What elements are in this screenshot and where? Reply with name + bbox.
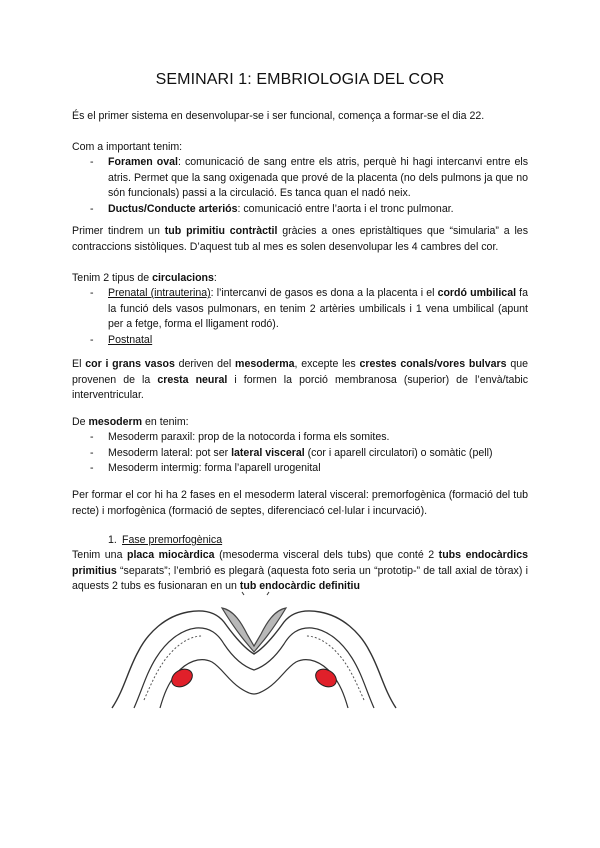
mesoderm-list bbox=[72, 430, 528, 477]
list-item: - Ductus/Conducte arteriós: comunicació entre l’aorta i el tronc pulmonar. bbox=[72, 202, 528, 218]
page-title: SEMINARI 1: EMBRIOLOGIA DEL COR bbox=[155, 71, 445, 88]
phases-paragraph: Per formar el cor hi ha 2 fases en el mesoderm lateral visceral: premorfogènica (formació del tub recte) i morfogènica (formació de septes, diferenciacó cel·lular i incurvació). bbox=[72, 489, 528, 517]
circulations-heading: Tenim 2 tipus de circulacions: bbox=[72, 272, 217, 284]
mesoderm-dotted-line bbox=[144, 636, 202, 700]
embryo-inner-contour bbox=[134, 628, 374, 708]
intro-paragraph: És el primer sistema en desenvolupar-se i ser funcional, comença a formar-se el dia 22. bbox=[72, 110, 485, 122]
right-endocardial-tube bbox=[312, 666, 339, 691]
list-item: - Prenatal (intrauterina): l’intercanvi de gasos es dona a la placenta i el cordó umbilical fa la funció dels vasos pulmonars, en tenim 2 artèries umbilicals i 1 vena umbilical (apunt per a fetge, forma el lligament rodó). bbox=[72, 286, 528, 333]
tube-paragraph: Primer tindrem un tub primitiu contràctil gràcies a ones epristàltiques que “simularia” a les contraccions sistòliques. D’aquest tub al mes es solen desenvolupar les 4 cambres del cor. bbox=[72, 225, 528, 253]
circulations-list bbox=[72, 286, 528, 348]
list-item: - Postnatal bbox=[72, 333, 528, 349]
mesoderm-heading: De mesoderm en tenim: bbox=[72, 416, 189, 428]
section-heading: 1. Fase premorfogènica bbox=[108, 534, 223, 546]
figure-tick bbox=[267, 592, 269, 595]
list-item: - Foramen oval: comunicació de sang entre els atris, perquè hi hagi intercanvi entre els atris. Permet que la sang oxigenada que prové de la placenta (no dels pulmons ja que no són funcionals) passi a la circulació. Es tanca quan el nadó neix. bbox=[72, 155, 528, 202]
list-item: - Mesoderm paraxil: prop de la notocorda i forma els somites. bbox=[72, 430, 528, 446]
premorphogenic-paragraph: Tenim una placa miocàrdica (mesoderma visceral dels tubs) que conté 2 tubs endocàrdics primitius “separats”; l’embrió es plegarà (aquesta foto seria un “prototip-” de tall axial de tòrax) i aquests 2 tubs es fusionaran en un tub endocàrdic definitiu bbox=[72, 549, 528, 593]
important-heading: Com a important tenim: bbox=[72, 141, 183, 153]
left-endocardial-tube bbox=[168, 666, 195, 691]
heart-origin-paragraph: El cor i grans vasos deriven del mesoderma, excepte les crestes conals/vores bulvars que provenen de la cresta neural i formen la porció membranosa (superior) de l’envà/tabic interventricular. bbox=[72, 358, 528, 402]
important-list bbox=[72, 155, 528, 217]
mesoderm-dotted-line bbox=[306, 636, 364, 700]
figure-tick bbox=[242, 592, 244, 595]
list-item: - Mesoderm lateral: pot ser lateral visceral (cor i aparell circulatori) o somàtic (pell) bbox=[72, 446, 528, 462]
list-item: - Mesoderm intermig: forma l’aparell urogenital bbox=[72, 461, 528, 477]
embryo-cross-section-figure bbox=[104, 590, 404, 710]
neural-tube-shape bbox=[222, 608, 286, 652]
